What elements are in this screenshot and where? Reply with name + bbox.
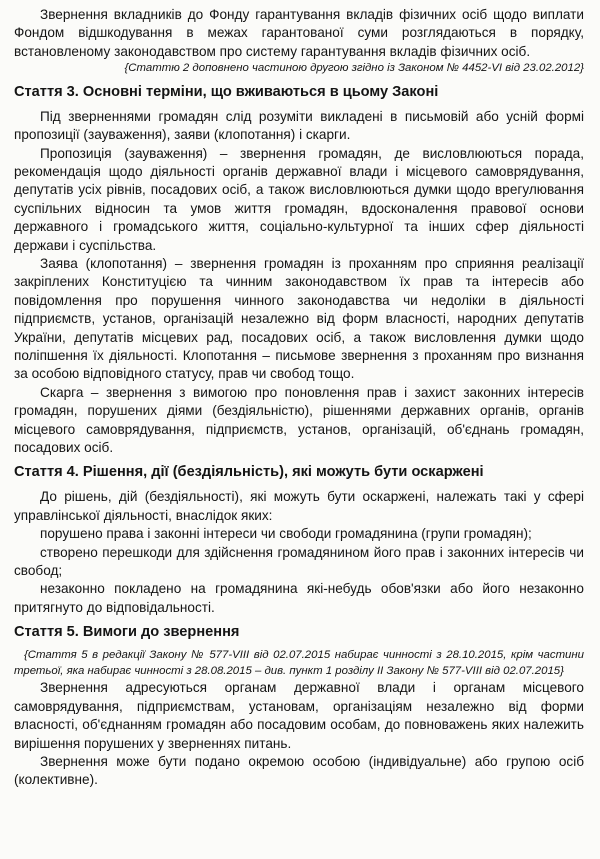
article-4-paragraph-2: порушено права і законні інтереси чи свободи громадянина (групи громадян); bbox=[40, 526, 532, 542]
article-3-paragraph-2: Пропозиція (зауваження) – звернення громадян, де висловлюються порада, рекомендація щодо діяльності органів державної влади і місцевого самоврядування, депутатів усіх рівнів, посадових осіб, а також висловлюються думки щодо врегулювання суспільних відносин та умов життя громадян, вдосконалення правової основи державного і громадського життя, соціально-культурної та інших сфер діяльності держави і суспільства. bbox=[14, 145, 584, 253]
article-5-paragraph-1: Звернення адресуються органам державної влади і органам місцевого самоврядування, підприємствам, установам, організаціям незалежно від форми власності, об'єднанням громадян або посадовим особам, до повноважень яких належить вирішення порушених у зверненнях питань. bbox=[14, 680, 584, 751]
intro-paragraph: Звернення вкладників до Фонду гарантування вкладів фізичних осіб щодо виплати Фондом відшкодування в межах гарантованої суми розглядаються в порядку, встановленому законодавством про систему гарантування вкладів фізичних осіб. bbox=[14, 7, 584, 59]
article-5-paragraph-2: Звернення може бути подано окремою особою (індивідуальне) або групою осіб (колективне). bbox=[14, 753, 584, 788]
article-3-paragraph-4: Скарга – звернення з вимогою про поновлення прав і захист законних інтересів громадян, порушених діями (бездіяльністю), рішеннями державних органів, органів місцевого самоврядування, підприємств, установ, організацій, об'єднань громадян, посадових осіб. bbox=[14, 384, 584, 456]
article-3-paragraph-3: Заява (клопотання) – звернення громадян із проханням про сприяння реалізації закріплених Конституцією та чинним законодавством їх прав та інтересів або повідомлення про порушення чинного законодавства чи недоліки в діяльності підприємств, установ, організацій незалежно від форм власності, народних депутатів України, депутатів місцевих рад, посадових осіб, а також висловлення думки щодо поліпшення їх діяльності. Клопотання – письмове звернення з проханням про визнання за особою відповідного статусу, прав чи свобод тощо. bbox=[14, 255, 584, 382]
article-4-paragraph-4: незаконно покладено на громадянина які-небудь обов'язки або його незаконно притягнуто до відповідальності. bbox=[14, 581, 584, 615]
article-4-paragraph-1: До рішень, дій (бездіяльності), які можуть бути оскаржені, належать такі у сфері управлінської діяльності, внаслідок яких: bbox=[14, 489, 584, 523]
article-4-heading: Стаття 4. Рішення, дії (бездіяльність), які можуть бути оскаржені bbox=[14, 464, 484, 481]
article-3-paragraph-1: Під зверненнями громадян слід розуміти викладені в письмовій або усній формі пропозиції (зауваження), заяви (клопотання) і скарги. bbox=[14, 108, 584, 143]
article-4-paragraph-3: створено перешкоди для здійснення громадянином його прав і законних інтересів чи свобод; bbox=[14, 544, 584, 579]
article-5-amendment-note: {Стаття 5 в редакції Закону № 577-VIII від 02.07.2015 набирає чинності з 28.10.2015, крім частини третьої, яка набирає чинності з 28.08.2015 – див. пункт 1 розділу II Закону № 577-VIII від 02.07.2015} bbox=[14, 649, 584, 677]
article-3-heading: Стаття 3. Основні терміни, що вживаються в цьому Законі bbox=[14, 83, 439, 100]
intro-amendment-note: {Статтю 2 доповнено частиною другою згідно із Законом № 4452-VI від 23.02.2012} bbox=[124, 62, 584, 75]
article-5-heading: Стаття 5. Вимоги до звернення bbox=[14, 624, 240, 641]
